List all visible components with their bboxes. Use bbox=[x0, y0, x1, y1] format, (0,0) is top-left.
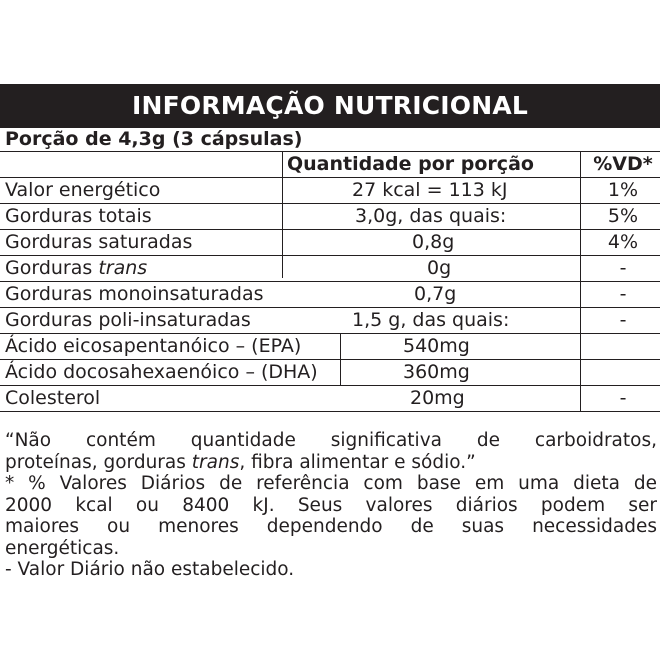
nutrient-name: Colesterol bbox=[5, 387, 101, 409]
nutrient-dv: - bbox=[619, 309, 627, 331]
nutrient-name: Gorduras poli-insaturadas bbox=[5, 309, 251, 331]
table-row bbox=[0, 282, 660, 308]
nutrition-table bbox=[0, 84, 660, 412]
nutrient-quantity: 3,0g, das quais: bbox=[355, 205, 507, 227]
column-header-row bbox=[0, 152, 660, 178]
footnotes bbox=[5, 430, 657, 581]
nutrient-name: Gorduras monoinsaturadas bbox=[5, 283, 264, 305]
table-row bbox=[0, 204, 660, 230]
nutrient-quantity: 0g bbox=[427, 257, 452, 279]
nutrient-quantity: 360mg bbox=[403, 361, 470, 383]
column-divider bbox=[282, 152, 283, 278]
table-row bbox=[0, 230, 660, 256]
footnote-line: “Não contém quantidade significativa de carboidratos, bbox=[5, 430, 657, 451]
column-header-dv: %VD* bbox=[593, 153, 653, 175]
table-row bbox=[0, 178, 660, 204]
table-title: INFORMAÇÃO NUTRICIONAL bbox=[0, 84, 660, 128]
portion-size: Porção de 4,3g (3 cápsulas) bbox=[0, 128, 660, 152]
nutrient-dv: - bbox=[619, 257, 627, 279]
nutrient-name: Ácido eicosapentanóico – (EPA) bbox=[5, 335, 302, 357]
nutrient-name: Valor energético bbox=[5, 179, 161, 201]
nutrient-quantity: 1,5 g, das quais: bbox=[352, 309, 510, 331]
table-row bbox=[0, 256, 660, 282]
footnote-text: proteínas, gorduras bbox=[5, 451, 192, 473]
nutrient-dv: - bbox=[619, 387, 627, 409]
table-row bbox=[0, 386, 660, 412]
nutrient-quantity: 0,8g bbox=[412, 231, 455, 253]
nutrient-dv: 1% bbox=[607, 179, 639, 201]
column-divider bbox=[580, 152, 581, 412]
column-header-quantity: Quantidade por porção bbox=[287, 153, 534, 175]
footnote-text: , fibra alimentar e sódio.” bbox=[239, 451, 476, 473]
footnote-line: 2000 kcal ou 8400 kJ. Seus valores diários podem ser bbox=[5, 494, 657, 516]
nutrient-name: Gorduras saturadas bbox=[5, 231, 193, 253]
footnote-line: * % Valores Diários de referência com base em uma dieta de bbox=[5, 473, 657, 494]
nutrient-name bbox=[5, 256, 147, 281]
footnote-line: energéticas. bbox=[5, 537, 120, 559]
table-row bbox=[0, 334, 660, 360]
footnote-line: - Valor Diário não estabelecido. bbox=[5, 559, 295, 580]
nutrient-dv: - bbox=[619, 283, 627, 305]
nutrient-name-prefix: Gorduras bbox=[5, 257, 99, 279]
nutrient-name: Ácido docosahexaenóico – (DHA) bbox=[5, 361, 318, 383]
nutrient-name: Gorduras totais bbox=[5, 205, 152, 227]
nutrient-quantity: 20mg bbox=[410, 387, 465, 409]
nutrient-quantity: 0,7g bbox=[414, 283, 457, 305]
footnote-line: maiores ou menores dependendo de suas necessidades bbox=[5, 516, 657, 537]
footnote-italic: trans bbox=[191, 451, 240, 473]
footnote-line bbox=[5, 452, 657, 474]
table-row bbox=[0, 308, 660, 334]
nutrient-dv: 4% bbox=[607, 231, 639, 253]
nutrient-name-italic: trans bbox=[98, 257, 148, 279]
nutrient-dv: 5% bbox=[607, 205, 639, 227]
nutrient-quantity: 27 kcal = 113 kJ bbox=[352, 179, 508, 201]
nutrient-quantity: 540mg bbox=[403, 335, 470, 357]
column-divider bbox=[340, 334, 341, 386]
table-row bbox=[0, 360, 660, 386]
